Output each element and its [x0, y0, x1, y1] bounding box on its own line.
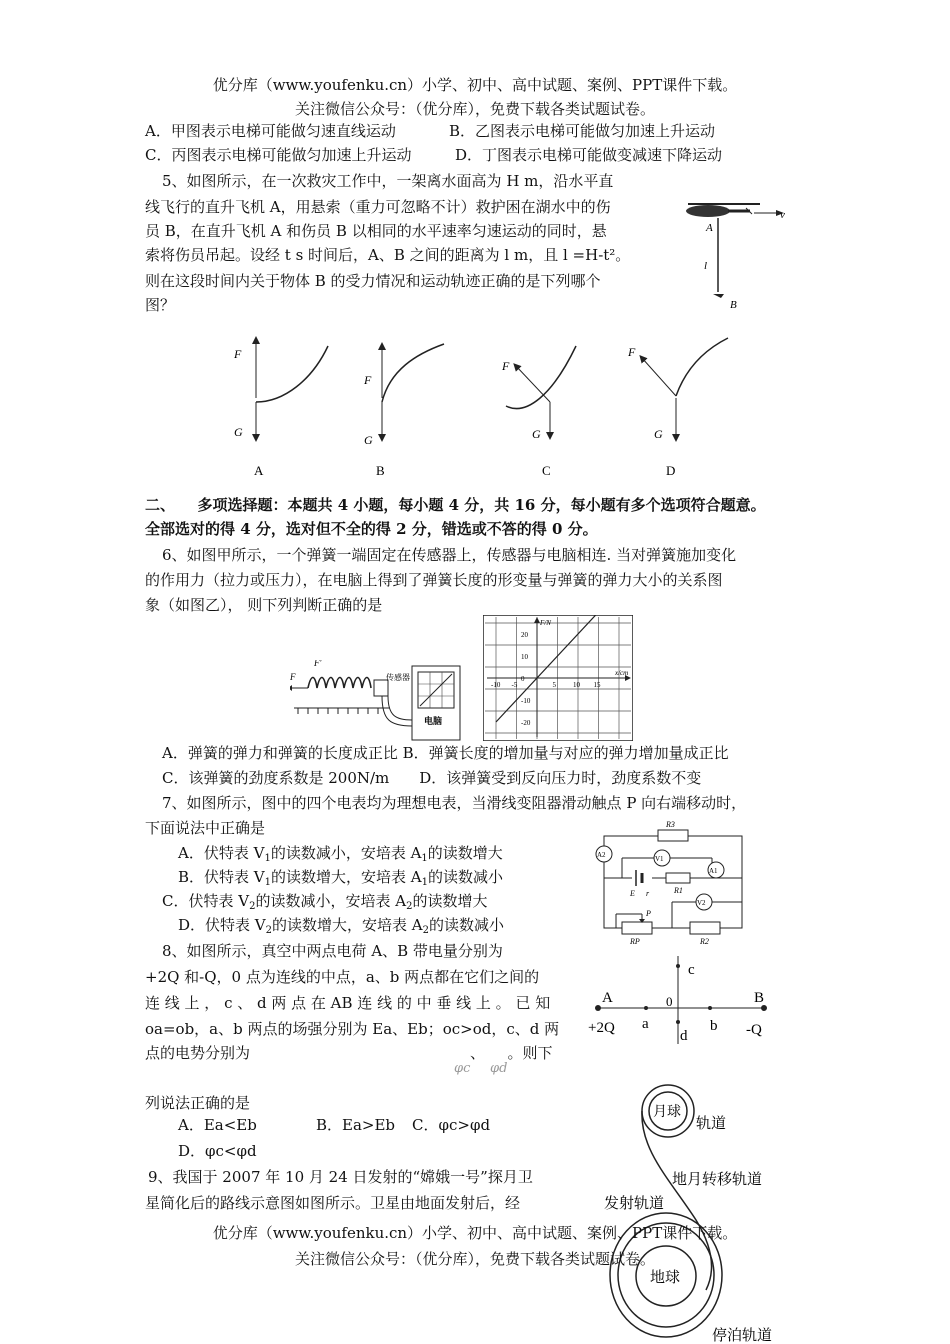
q7-line-2: 下面说法中正确是 [145, 819, 266, 837]
svg-text:R3: R3 [666, 820, 675, 829]
q7-option-a: A．伏特表 $V_1$的读数减小，安培表 $A_1$的读数增大 [178, 844, 503, 864]
svg-text:d: d [680, 1028, 688, 1044]
y-tick-label: -10 [521, 697, 531, 705]
choice-a: A [254, 463, 264, 478]
footer-line-2: 关注微信公众号：（优分库），免费下载各类试题试卷。 [294, 1250, 655, 1268]
q6-line-1: 6、如图甲所示，一个弹簧一端固定在传感器上，传感器与电脑相连. 当对弹簧施加变化 [162, 546, 737, 564]
q8-line-1: 8、如图所示，真空中两点电荷 A、B 带电量分别为 [162, 942, 503, 960]
svg-text:R2: R2 [700, 937, 709, 946]
graph-b [363, 344, 444, 478]
svg-text:电脑: 电脑 [424, 716, 443, 726]
svg-text:V2: V2 [697, 899, 706, 907]
y-tick-label: -20 [521, 719, 531, 727]
resistor-r1 [666, 873, 690, 883]
footer-line-1: 优分库（www.youfenku.cn）小学、初中、高中试题、案例、PPT课件下载。 [212, 1224, 738, 1242]
q8-line-5: 点的电势分别为 [145, 1044, 251, 1062]
velocity-label: v [780, 209, 785, 221]
svg-text:G: G [234, 425, 243, 439]
y-tick-label: 20 [521, 631, 528, 639]
q5-line-6: 图？ [145, 296, 176, 314]
q6-line-3: 象（如图乙）， 则下列判断正确的是 [145, 596, 383, 614]
q8-option-d: D．φc<φd [178, 1142, 257, 1160]
svg-text:RP: RP [630, 937, 640, 946]
q5-line-5: 则在这段时间内关于物体 B 的受力情况和运动轨迹正确的是下列哪个 [145, 272, 601, 290]
spring-icon [308, 678, 371, 689]
svg-text:G: G [654, 427, 663, 441]
svg-text:月球: 月球 [653, 1105, 681, 1120]
helicopter-figure [680, 196, 790, 314]
q4-option-b: B．乙图表示电梯可能做匀加速上升运动 [449, 122, 716, 140]
point-a-label: A [706, 222, 713, 234]
svg-text:停泊轨道: 停泊轨道 [712, 1328, 773, 1344]
choice-c: C [542, 463, 551, 478]
choice-d: D [666, 463, 676, 478]
q7-option-b: B．伏特表 $V_1$的读数增大，安培表 $A_1$的读数减小 [178, 868, 503, 888]
svg-text:G: G [532, 427, 541, 441]
header-line-2: 关注微信公众号：（优分库），免费下载各类试题试卷。 [294, 100, 655, 118]
q8-option-a: A．Ea<Eb [178, 1116, 257, 1134]
svg-text:地月转移轨道: 地月转移轨道 [672, 1172, 763, 1188]
section2-title: 二、 多项选择题：本题共 4 小题，每小题 4 分，共 16 分，每小题有多个选项符合题意。 [145, 496, 766, 514]
q4-option-d: D．丁图表示电梯可能做变减速下降运动 [455, 146, 723, 164]
q8-line-5-tail: 、 。则下 [470, 1044, 553, 1062]
phi-c-symbol: φc [454, 1061, 471, 1076]
q5-line-3: 员 B，在直升飞机 A 和伤员 B 以相同的水平速率匀速运动的同时，悬 [145, 222, 607, 240]
y-tick-label: 10 [521, 653, 528, 661]
svg-text:E: E [630, 889, 635, 898]
svg-text:r: r [646, 889, 650, 898]
q9-line-2: 星简化后的路线示意图如图所示。卫星由地面发射后，经 [145, 1194, 521, 1212]
q8-line-4: oa=ob，a、b 两点的场强分别为 Ea、Eb；oc>od，c、d 两 [145, 1020, 560, 1038]
orbit-figure [600, 1070, 810, 1344]
svg-text:传感器: 传感器 [386, 673, 410, 682]
svg-text:F: F [234, 347, 242, 361]
rheostat-rp [622, 922, 652, 934]
resistor-r2 [690, 922, 720, 934]
sensor-box [374, 680, 388, 696]
q4-option-a: A．甲图表示电梯可能做匀速直线运动 [145, 122, 396, 140]
q7-line-1: 7、如图所示，图中的四个电表均为理想电表，当滑线变阻器滑动触点 P 向右端移动时， [162, 794, 747, 812]
svg-text:F: F [502, 359, 510, 373]
point-b-label: B [730, 299, 737, 311]
graph-d [627, 338, 728, 478]
computer-icon [412, 666, 460, 740]
svg-text:R1: R1 [674, 886, 683, 895]
phi-d-symbol: φd [490, 1061, 508, 1076]
svg-text:F: F [628, 345, 636, 359]
charges-figure [588, 952, 778, 1048]
q5-line-2: 线飞行的直升飞机 A，用悬索（重力可忽略不计）救护困在湖水中的伤 [145, 198, 611, 216]
q8-option-b: B．Ea>Eb [316, 1116, 396, 1134]
svg-text:c: c [688, 962, 695, 978]
q7-option-c: C．伏特表 $V_2$的读数减小，安培表 $A_2$的读数增大 [162, 892, 488, 912]
q8-line-6: 列说法正确的是 [145, 1094, 251, 1112]
x-tick-label: 10 [573, 681, 580, 689]
svg-text:b: b [710, 1018, 718, 1034]
q4-option-c: C．丙图表示电梯可能做匀加速上升运动 [145, 146, 412, 164]
q6-line-2: 的作用力（拉力或压力），在电脑上得到了弹簧长度的形变量与弹簧的弹力大小的关系图 [145, 571, 723, 589]
q8-line-2: +2Q 和-Q，0 点为连线的中点，a、b 两点都在它们之间的 [145, 968, 540, 986]
q6-option-cd: C．该弹簧的劲度系数是 200N/m D．该弹簧受到反向压力时，劲度系数不变 [162, 769, 702, 787]
length-l-label: l [704, 260, 708, 272]
resistor-r3 [658, 830, 688, 841]
svg-text:轨道: 轨道 [696, 1116, 727, 1132]
charge-a [595, 1005, 601, 1011]
graph-c [501, 346, 576, 478]
svg-text:V1: V1 [655, 855, 664, 863]
svg-text:+2Q: +2Q [588, 1020, 615, 1036]
header-line-1: 优分库（www.youfenku.cn）小学、初中、高中试题、案例、PPT课件下载。 [212, 76, 738, 94]
x-tick-label: -10 [491, 681, 501, 689]
svg-text:F': F' [314, 660, 322, 668]
svg-text:A2: A2 [597, 851, 606, 859]
svg-text:F/N: F/N [540, 619, 551, 627]
q5-graphs [204, 320, 764, 488]
section2-subtitle: 全部选对的得 4 分，选对但不全的得 2 分，错选或不答的得 0 分。 [145, 520, 598, 538]
x-tick-label: 15 [593, 681, 601, 689]
svg-text:A1: A1 [709, 867, 718, 875]
q9-line-1: 9、我国于 2007 年 10 月 24 日发射的“嫦娥一号”探月卫 [148, 1168, 533, 1186]
force-extension-chart [483, 615, 633, 741]
spring-apparatus-figure [290, 660, 465, 742]
circuit-diagram [592, 818, 752, 946]
svg-text:发射轨道: 发射轨道 [604, 1196, 665, 1212]
q6-option-ab: A．弹簧的弹力和弹簧的长度成正比 B．弹簧长度的增加量与对应的弹力增加量成正比 [162, 744, 729, 762]
helicopter-icon [686, 205, 730, 217]
q8-option-c: C．φc>φd [412, 1116, 491, 1134]
svg-text:G: G [364, 433, 373, 447]
svg-text:B: B [754, 990, 765, 1006]
choice-b: B [376, 463, 385, 478]
svg-text:F: F [290, 672, 296, 682]
x-tick-label: 5 [552, 681, 556, 689]
y-tick-label: 0 [521, 675, 525, 683]
svg-text:0: 0 [666, 994, 673, 1009]
injured-person-icon [713, 294, 724, 298]
svg-text:P: P [646, 909, 651, 918]
svg-text:-Q: -Q [746, 1022, 762, 1038]
svg-text:F: F [364, 373, 372, 387]
svg-text:a: a [642, 1016, 649, 1032]
svg-text:A: A [602, 990, 613, 1006]
graph-a [233, 340, 328, 478]
q7-option-d: D．伏特表 $V_2$的读数增大，安培表 $A_2$的读数减小 [178, 916, 505, 936]
svg-text:地球: 地球 [650, 1270, 681, 1286]
q8-line-3: 连 线 上 ， c 、 d 两 点 在 AB 连 线 的 中 垂 线 上 。 已 知 [145, 994, 551, 1012]
svg-text:x/cm: x/cm [615, 669, 629, 677]
x-tick-label: -5 [511, 681, 518, 689]
q5-line-1: 5、如图所示，在一次救灾工作中，一架离水面高为 H m，沿水平直 [162, 172, 614, 190]
q5-line-4: 索将伤员吊起。设经 t s 时间后，A、B 之间的距离为 l m，且 l =H-t²。 [145, 246, 631, 264]
